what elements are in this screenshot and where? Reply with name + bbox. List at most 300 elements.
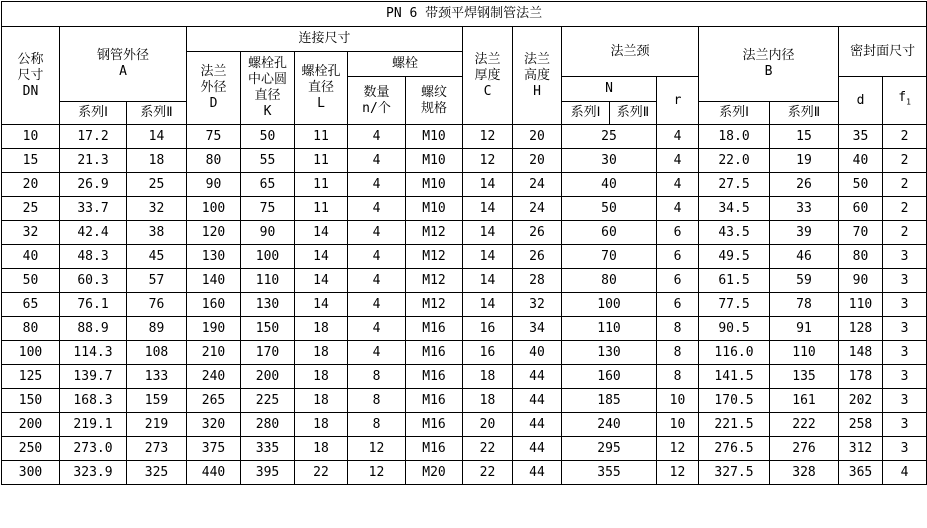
cell-bolt-qty: 4 [348, 221, 406, 245]
header-seal-f1 [883, 77, 927, 125]
header-bolt-qty [348, 77, 406, 125]
cell-neck-r: 4 [657, 125, 699, 149]
cell-thickness: 12 [463, 149, 513, 173]
cell-pipe-od-series1: 168.3 [60, 389, 127, 413]
cell-seal-d: 90 [839, 269, 883, 293]
cell-seal-d: 128 [839, 317, 883, 341]
header-neck-r: r [657, 77, 699, 125]
cell-height: 32 [513, 293, 562, 317]
cell-seal-f1: 2 [883, 221, 927, 245]
cell-neck-n: 30 [562, 149, 657, 173]
header-connection: 连接尺寸 [187, 27, 463, 52]
cell-bolt-circle: 110 [241, 269, 295, 293]
cell-thickness: 18 [463, 389, 513, 413]
table-row [2, 245, 927, 269]
cell-bolt-qty: 4 [348, 149, 406, 173]
cell-height: 34 [513, 317, 562, 341]
cell-bore-series1: 43.5 [699, 221, 770, 245]
table-row [2, 365, 927, 389]
cell-neck-r: 4 [657, 173, 699, 197]
cell-bolt-spec: M16 [406, 365, 463, 389]
cell-flange-od: 140 [187, 269, 241, 293]
header-seal-d: d [839, 77, 883, 125]
cell-bolt-spec: M16 [406, 341, 463, 365]
cell-flange-od: 160 [187, 293, 241, 317]
cell-pipe-od-series1: 76.1 [60, 293, 127, 317]
cell-thickness: 14 [463, 269, 513, 293]
cell-bolt-hole: 11 [295, 197, 348, 221]
cell-bolt-hole: 14 [295, 293, 348, 317]
cell-flange-od: 80 [187, 149, 241, 173]
cell-flange-od: 320 [187, 413, 241, 437]
cell-bore-series1: 90.5 [699, 317, 770, 341]
cell-bolt-qty: 12 [348, 461, 406, 485]
table-row [2, 125, 927, 149]
cell-seal-f1: 3 [883, 365, 927, 389]
cell-neck-r: 6 [657, 269, 699, 293]
header-thickness-line1: 法兰 [474, 51, 501, 67]
cell-seal-d: 202 [839, 389, 883, 413]
cell-bolt-spec: M12 [406, 293, 463, 317]
cell-seal-f1: 2 [883, 125, 927, 149]
cell-bolt-spec: M16 [406, 389, 463, 413]
cell-dn: 40 [2, 245, 60, 269]
cell-bore-series2: 328 [770, 461, 839, 485]
cell-seal-f1: 3 [883, 245, 927, 269]
cell-neck-n: 40 [562, 173, 657, 197]
table-row [2, 269, 927, 293]
cell-bolt-circle: 200 [241, 365, 295, 389]
cell-dn: 150 [2, 389, 60, 413]
header-bolt-hole-line2: 直径 [307, 80, 334, 95]
cell-bolt-hole: 14 [295, 245, 348, 269]
cell-neck-n: 295 [562, 437, 657, 461]
header-bore-series1: 系列Ⅰ [699, 102, 770, 125]
cell-height: 26 [513, 221, 562, 245]
cell-bore-series2: 39 [770, 221, 839, 245]
cell-neck-n: 355 [562, 461, 657, 485]
cell-height: 44 [513, 437, 562, 461]
cell-neck-r: 12 [657, 437, 699, 461]
cell-dn: 300 [2, 461, 60, 485]
header-dn-line1: 公称 [17, 51, 44, 67]
cell-height: 28 [513, 269, 562, 293]
cell-thickness: 14 [463, 245, 513, 269]
cell-pipe-od-series1: 26.9 [60, 173, 127, 197]
cell-bore-series1: 22.0 [699, 149, 770, 173]
cell-bore-series2: 19 [770, 149, 839, 173]
cell-pipe-od-series2: 108 [127, 341, 187, 365]
header-bolt-qty-line1: 数量 [363, 84, 390, 100]
cell-pipe-od-series1: 48.3 [60, 245, 127, 269]
cell-flange-od: 210 [187, 341, 241, 365]
cell-seal-d: 178 [839, 365, 883, 389]
cell-flange-od: 190 [187, 317, 241, 341]
cell-bolt-qty: 12 [348, 437, 406, 461]
cell-height: 44 [513, 413, 562, 437]
cell-bolt-spec: M12 [406, 269, 463, 293]
cell-dn: 50 [2, 269, 60, 293]
cell-neck-r: 6 [657, 293, 699, 317]
cell-seal-f1: 2 [883, 197, 927, 221]
cell-thickness: 14 [463, 197, 513, 221]
cell-bolt-spec: M12 [406, 221, 463, 245]
header-pipe-od-line2: A [119, 64, 127, 79]
cell-neck-n: 130 [562, 341, 657, 365]
cell-dn: 32 [2, 221, 60, 245]
cell-bore-series1: 327.5 [699, 461, 770, 485]
header-bolt-circle-line4: K [263, 104, 272, 119]
cell-pipe-od-series1: 88.9 [60, 317, 127, 341]
header-bore-series2: 系列Ⅱ [770, 102, 839, 125]
cell-bolt-qty: 8 [348, 365, 406, 389]
cell-bolt-spec: M10 [406, 197, 463, 221]
cell-flange-od: 265 [187, 389, 241, 413]
cell-flange-od: 75 [187, 125, 241, 149]
cell-bore-series1: 77.5 [699, 293, 770, 317]
cell-seal-d: 35 [839, 125, 883, 149]
cell-bore-series1: 221.5 [699, 413, 770, 437]
header-flange-od [187, 52, 241, 125]
cell-bolt-spec: M16 [406, 413, 463, 437]
cell-dn: 250 [2, 437, 60, 461]
header-bolt-hole-line3: L [317, 96, 325, 111]
header-flange-od-line2: 外径 [200, 80, 227, 95]
cell-bolt-qty: 4 [348, 125, 406, 149]
table-row [2, 437, 927, 461]
cell-seal-d: 40 [839, 149, 883, 173]
cell-neck-n: 110 [562, 317, 657, 341]
table-title: PN 6 带颈平焊钢制管法兰 [2, 2, 927, 27]
cell-pipe-od-series2: 38 [127, 221, 187, 245]
cell-seal-d: 60 [839, 197, 883, 221]
header-flange-od-line3: D [209, 96, 218, 111]
cell-bore-series2: 78 [770, 293, 839, 317]
cell-bolt-qty: 8 [348, 389, 406, 413]
header-bore [699, 27, 839, 102]
cell-dn: 100 [2, 341, 60, 365]
cell-pipe-od-series2: 159 [127, 389, 187, 413]
cell-pipe-od-series1: 42.4 [60, 221, 127, 245]
cell-bolt-hole: 14 [295, 221, 348, 245]
cell-thickness: 20 [463, 413, 513, 437]
cell-bore-series2: 91 [770, 317, 839, 341]
cell-thickness: 22 [463, 461, 513, 485]
cell-bolt-spec: M16 [406, 317, 463, 341]
cell-seal-f1: 2 [883, 173, 927, 197]
cell-neck-n: 160 [562, 365, 657, 389]
cell-bore-series2: 33 [770, 197, 839, 221]
cell-bolt-spec: M10 [406, 149, 463, 173]
cell-thickness: 12 [463, 125, 513, 149]
cell-pipe-od-series1: 21.3 [60, 149, 127, 173]
cell-bore-series1: 18.0 [699, 125, 770, 149]
header-height [513, 27, 562, 125]
cell-bolt-circle: 65 [241, 173, 295, 197]
cell-pipe-od-series1: 323.9 [60, 461, 127, 485]
cell-thickness: 16 [463, 317, 513, 341]
header-bolt: 螺栓 [348, 52, 463, 77]
cell-pipe-od-series2: 273 [127, 437, 187, 461]
cell-seal-f1: 3 [883, 437, 927, 461]
cell-pipe-od-series1: 17.2 [60, 125, 127, 149]
table-row [2, 413, 927, 437]
cell-neck-r: 10 [657, 413, 699, 437]
cell-neck-r: 12 [657, 461, 699, 485]
header-neck-series2: 系列Ⅱ [610, 102, 657, 125]
cell-bore-series2: 135 [770, 365, 839, 389]
cell-dn: 10 [2, 125, 60, 149]
cell-seal-f1: 4 [883, 461, 927, 485]
cell-bolt-qty: 4 [348, 197, 406, 221]
cell-flange-od: 375 [187, 437, 241, 461]
header-bolt-spec-line2: 规格 [420, 100, 447, 116]
cell-bore-series2: 15 [770, 125, 839, 149]
cell-bolt-hole: 14 [295, 269, 348, 293]
header-dn-line3: DN [22, 83, 39, 99]
cell-thickness: 18 [463, 365, 513, 389]
cell-bolt-hole: 18 [295, 317, 348, 341]
cell-pipe-od-series2: 14 [127, 125, 187, 149]
cell-bolt-circle: 225 [241, 389, 295, 413]
cell-flange-od: 440 [187, 461, 241, 485]
cell-bolt-qty: 8 [348, 413, 406, 437]
header-neck-n: N [562, 77, 657, 102]
header-bolt-circle [241, 52, 295, 125]
cell-bolt-spec: M10 [406, 125, 463, 149]
cell-seal-d: 110 [839, 293, 883, 317]
cell-bolt-spec: M16 [406, 437, 463, 461]
cell-pipe-od-series1: 60.3 [60, 269, 127, 293]
cell-neck-r: 8 [657, 317, 699, 341]
table-row [2, 293, 927, 317]
table-row [2, 461, 927, 485]
table-row [2, 317, 927, 341]
cell-pipe-od-series1: 139.7 [60, 365, 127, 389]
header-height-line1: 法兰 [523, 51, 550, 67]
cell-neck-r: 6 [657, 245, 699, 269]
header-pipe-series1: 系列Ⅰ [60, 102, 127, 125]
cell-pipe-od-series2: 325 [127, 461, 187, 485]
cell-seal-f1: 3 [883, 413, 927, 437]
header-dn-line2: 尺寸 [17, 67, 44, 83]
table-row [2, 197, 927, 221]
cell-neck-n: 50 [562, 197, 657, 221]
cell-thickness: 14 [463, 221, 513, 245]
cell-bolt-hole: 11 [295, 149, 348, 173]
cell-seal-f1: 3 [883, 269, 927, 293]
cell-seal-d: 312 [839, 437, 883, 461]
cell-bolt-hole: 18 [295, 389, 348, 413]
cell-bolt-qty: 4 [348, 245, 406, 269]
cell-height: 24 [513, 173, 562, 197]
header-dn [2, 27, 60, 125]
header-pipe-series2: 系列Ⅱ [127, 102, 187, 125]
cell-bore-series2: 46 [770, 245, 839, 269]
cell-seal-f1: 2 [883, 149, 927, 173]
cell-bolt-spec: M20 [406, 461, 463, 485]
cell-pipe-od-series2: 219 [127, 413, 187, 437]
cell-neck-n: 80 [562, 269, 657, 293]
cell-pipe-od-series2: 76 [127, 293, 187, 317]
cell-height: 44 [513, 389, 562, 413]
header-bolt-hole [295, 52, 348, 125]
header-seal: 密封面尺寸 [839, 27, 927, 77]
header-bolt-circle-line3: 直径 [254, 88, 281, 103]
cell-neck-r: 8 [657, 365, 699, 389]
cell-seal-f1: 3 [883, 293, 927, 317]
cell-flange-od: 240 [187, 365, 241, 389]
header-thickness-line2: 厚度 [474, 67, 501, 83]
header-thickness-line3: C [483, 83, 492, 99]
cell-bolt-circle: 90 [241, 221, 295, 245]
cell-seal-f1: 3 [883, 341, 927, 365]
cell-neck-r: 8 [657, 341, 699, 365]
cell-bolt-hole: 18 [295, 413, 348, 437]
cell-thickness: 14 [463, 293, 513, 317]
cell-bolt-qty: 4 [348, 293, 406, 317]
cell-seal-d: 365 [839, 461, 883, 485]
cell-neck-n: 185 [562, 389, 657, 413]
cell-bolt-hole: 11 [295, 125, 348, 149]
cell-seal-d: 70 [839, 221, 883, 245]
cell-bore-series1: 116.0 [699, 341, 770, 365]
cell-neck-n: 70 [562, 245, 657, 269]
cell-pipe-od-series2: 32 [127, 197, 187, 221]
cell-bolt-qty: 4 [348, 317, 406, 341]
cell-flange-od: 90 [187, 173, 241, 197]
header-bolt-spec-line1: 螺纹 [420, 84, 447, 100]
cell-seal-d: 50 [839, 173, 883, 197]
table-row [2, 389, 927, 413]
cell-dn: 65 [2, 293, 60, 317]
cell-bore-series2: 26 [770, 173, 839, 197]
cell-seal-f1: 3 [883, 317, 927, 341]
cell-pipe-od-series2: 45 [127, 245, 187, 269]
cell-thickness: 22 [463, 437, 513, 461]
cell-bolt-hole: 18 [295, 437, 348, 461]
cell-pipe-od-series2: 133 [127, 365, 187, 389]
cell-height: 44 [513, 365, 562, 389]
cell-bore-series2: 110 [770, 341, 839, 365]
cell-bore-series2: 276 [770, 437, 839, 461]
cell-dn: 125 [2, 365, 60, 389]
header-bore-line2: B [764, 64, 773, 79]
cell-bolt-circle: 130 [241, 293, 295, 317]
table-row [2, 221, 927, 245]
cell-pipe-od-series1: 219.1 [60, 413, 127, 437]
header-bolt-qty-line2: n/个 [362, 100, 391, 116]
header-seal-f1-sub: 1 [906, 97, 911, 107]
cell-height: 24 [513, 197, 562, 221]
header-thickness [463, 27, 513, 125]
cell-bore-series2: 59 [770, 269, 839, 293]
cell-thickness: 16 [463, 341, 513, 365]
cell-pipe-od-series1: 273.0 [60, 437, 127, 461]
cell-bolt-circle: 170 [241, 341, 295, 365]
cell-neck-r: 10 [657, 389, 699, 413]
cell-bolt-spec: M10 [406, 173, 463, 197]
cell-bolt-qty: 4 [348, 269, 406, 293]
cell-bolt-circle: 395 [241, 461, 295, 485]
cell-bore-series1: 170.5 [699, 389, 770, 413]
cell-bolt-circle: 100 [241, 245, 295, 269]
cell-pipe-od-series2: 89 [127, 317, 187, 341]
cell-pipe-od-series2: 25 [127, 173, 187, 197]
cell-pipe-od-series2: 18 [127, 149, 187, 173]
cell-bolt-circle: 50 [241, 125, 295, 149]
cell-thickness: 14 [463, 173, 513, 197]
cell-flange-od: 100 [187, 197, 241, 221]
cell-bolt-circle: 55 [241, 149, 295, 173]
cell-bolt-hole: 18 [295, 365, 348, 389]
cell-neck-r: 6 [657, 221, 699, 245]
cell-bolt-qty: 4 [348, 173, 406, 197]
table-row [2, 341, 927, 365]
header-height-line3: H [533, 83, 541, 99]
cell-seal-d: 258 [839, 413, 883, 437]
flange-dimension-table [1, 1, 927, 485]
cell-bore-series1: 276.5 [699, 437, 770, 461]
cell-height: 26 [513, 245, 562, 269]
table-row [2, 149, 927, 173]
cell-bore-series2: 161 [770, 389, 839, 413]
cell-height: 20 [513, 125, 562, 149]
cell-flange-od: 130 [187, 245, 241, 269]
cell-bolt-hole: 11 [295, 173, 348, 197]
table-body [2, 125, 927, 485]
cell-dn: 200 [2, 413, 60, 437]
header-bolt-spec [406, 77, 463, 125]
header-bolt-circle-line2: 中心圆 [247, 72, 287, 87]
cell-bore-series1: 49.5 [699, 245, 770, 269]
cell-bolt-circle: 150 [241, 317, 295, 341]
cell-flange-od: 120 [187, 221, 241, 245]
cell-height: 20 [513, 149, 562, 173]
header-flange-od-line1: 法兰 [200, 64, 227, 79]
header-bolt-hole-line1: 螺栓孔 [301, 64, 341, 79]
cell-bolt-hole: 18 [295, 341, 348, 365]
header-seal-f1-main: f [898, 90, 907, 106]
cell-bore-series1: 61.5 [699, 269, 770, 293]
cell-dn: 25 [2, 197, 60, 221]
cell-dn: 15 [2, 149, 60, 173]
header-pipe-od-line1: 钢管外径 [96, 48, 149, 63]
header-bore-line1: 法兰内径 [742, 48, 795, 63]
table-row [2, 173, 927, 197]
cell-bore-series1: 141.5 [699, 365, 770, 389]
cell-neck-n: 60 [562, 221, 657, 245]
cell-pipe-od-series1: 33.7 [60, 197, 127, 221]
cell-bolt-spec: M12 [406, 245, 463, 269]
cell-neck-r: 4 [657, 149, 699, 173]
cell-dn: 80 [2, 317, 60, 341]
cell-bolt-circle: 75 [241, 197, 295, 221]
cell-seal-f1: 3 [883, 389, 927, 413]
cell-height: 44 [513, 461, 562, 485]
cell-bore-series2: 222 [770, 413, 839, 437]
cell-seal-d: 148 [839, 341, 883, 365]
header-height-line2: 高度 [523, 67, 550, 83]
cell-dn: 20 [2, 173, 60, 197]
cell-bolt-qty: 4 [348, 341, 406, 365]
cell-bolt-circle: 335 [241, 437, 295, 461]
header-neck-series1: 系列Ⅰ [562, 102, 610, 125]
header-pipe-od [60, 27, 187, 102]
cell-pipe-od-series1: 114.3 [60, 341, 127, 365]
cell-seal-d: 80 [839, 245, 883, 269]
header-neck: 法兰颈 [562, 27, 699, 77]
